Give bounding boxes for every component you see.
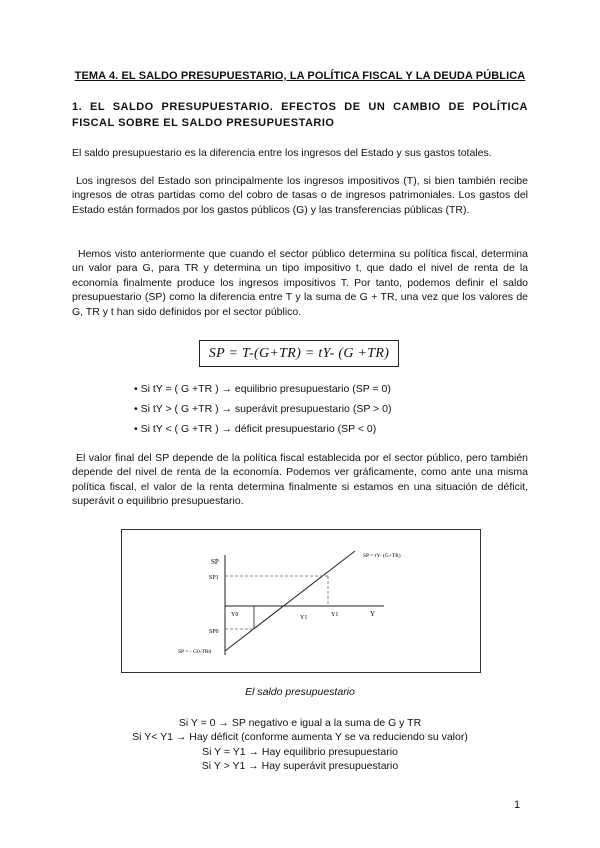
paragraph-valor-final: El valor final del SP depende de la política fiscal establecida por el sector público, pero también depende del nivel de renta de la economía. Podemos ver gráficamente, como ante una misma política fiscal, el valor de la renta determina finalmente si estamos en una situación de déficit, superávit o equilibrio presupuestario. [72,452,528,508]
budget-balance-chart [122,530,480,672]
y0-label: Y0 [231,612,239,618]
line-label: SP = tY- (G+TR) [363,553,401,559]
document-title: TEMA 4. EL SALDO PRESUPUESTARIO, LA POLÍTICA FISCAL Y LA DEUDA PÚBLICA [74,70,526,82]
section-heading: 1. EL SALDO PRESUPUESTARIO. EFECTOS DE UN CAMBIO DE POLÍTICA FISCAL SOBRE EL SALDO PRESUPUESTARIO [72,101,528,129]
intercept-label: SP = - G0-TR0 [178,649,212,655]
figure-caption: El saldo presupuestario [245,686,355,698]
y1-axis-label: Y1 [331,612,339,618]
formula-box [199,340,399,367]
list-item: Si Y< Y1 → Hay déficit (conforme aumenta Y se va reduciendo su valor) [132,731,468,744]
sp-line [225,551,355,651]
y-axis-label: SP [211,558,219,566]
y1-label: Y1 [300,615,308,621]
paragraph-definition: El saldo presupuestario es la diferencia entre los ingresos del Estado y sus gastos totales. [72,147,492,159]
cases-list [72,716,528,774]
sp1-label: SP1 [209,575,219,581]
budget-balance-figure [121,529,481,673]
sp0-label: SP0 [209,629,219,635]
condition-list [134,382,464,442]
formula-text: SP = T-(G+TR) = tY- (G +TR) [208,345,390,361]
list-item: • Si tY > ( G +TR ) → superávit presupuestario (SP > 0) [134,403,392,415]
paragraph-politica-fiscal: Hemos visto anteriormente que cuando el sector público determina su política fiscal, determina un valor para G, para TR y determina un tipo impositivo t, que dado el nivel de renta de la economía finalmente produce los ingresos impositivos T. Por tanto, podemos definir el saldo presupuestario (SP) como la diferencia entre T y la suma de G + TR, una vez que los valores de G, TR y t han sido definidos por el sector público. [72,248,528,318]
paragraph-ingresos: Los ingresos del Estado son principalmente los ingresos impositivos (T), si bien también recibe ingresos de otras partidas como del cobro de tasas o de ingresos patrimoniales. Los gastos del Estado están formados por los gastos públicos (G) y las transferencias públicas (TR). [72,175,528,216]
list-item: • Si tY = ( G +TR ) → equilibrio presupuestario (SP = 0) [134,383,391,395]
list-item: Si Y = 0 → SP negativo e igual a la suma de G y TR [178,717,422,729]
list-item: Si Y > Y1 → Hay superávit presupuestario [201,760,399,773]
page-number: 1 [514,799,521,811]
list-item: • Si tY < ( G +TR ) → déficit presupuestario (SP < 0) [134,423,377,435]
x-axis-label: Y [370,610,376,618]
list-item: Si Y = Y1 → Hay equilibrio presupuestario [202,745,398,758]
